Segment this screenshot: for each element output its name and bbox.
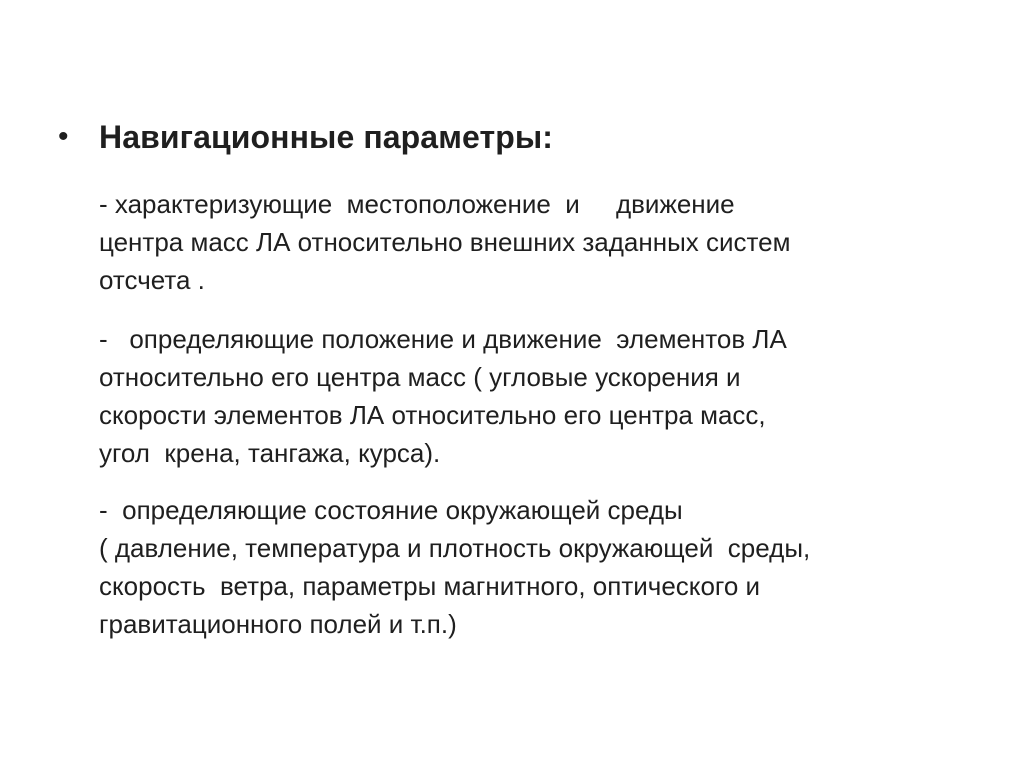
paragraph-line: гравитационного полей и т.п.) (99, 609, 457, 639)
paragraph-line: отсчета . (99, 265, 205, 295)
bullet-icon: • (58, 120, 69, 153)
paragraph-line: угол крена, тангажа, курса). (99, 438, 441, 468)
paragraph-elements-position (99, 320, 979, 472)
heading-title: Навигационные параметры: (99, 119, 554, 155)
paragraph-line: - определяющие состояние окружающей среды (99, 495, 683, 525)
paragraph-line: скорость ветра, параметры магнитного, оптического и (99, 571, 761, 601)
paragraph-line: центра масс ЛА относительно внешних заданных систем (99, 227, 791, 257)
paragraph-line: относительно его центра масс ( угловые ускорения и (99, 362, 741, 392)
paragraph-line: - определяющие положение и движение элементов ЛА (99, 324, 787, 354)
paragraph-environment-state (99, 491, 979, 643)
paragraph-line: ( давление, температура и плотность окружающей среды, (99, 533, 811, 563)
paragraph-location-motion (99, 185, 979, 299)
paragraph-line: скорости элементов ЛА относительно его центра масс, (99, 400, 766, 430)
heading-bullet-item (58, 112, 958, 162)
paragraph-line: - характеризующие местоположение и движение (99, 189, 735, 219)
